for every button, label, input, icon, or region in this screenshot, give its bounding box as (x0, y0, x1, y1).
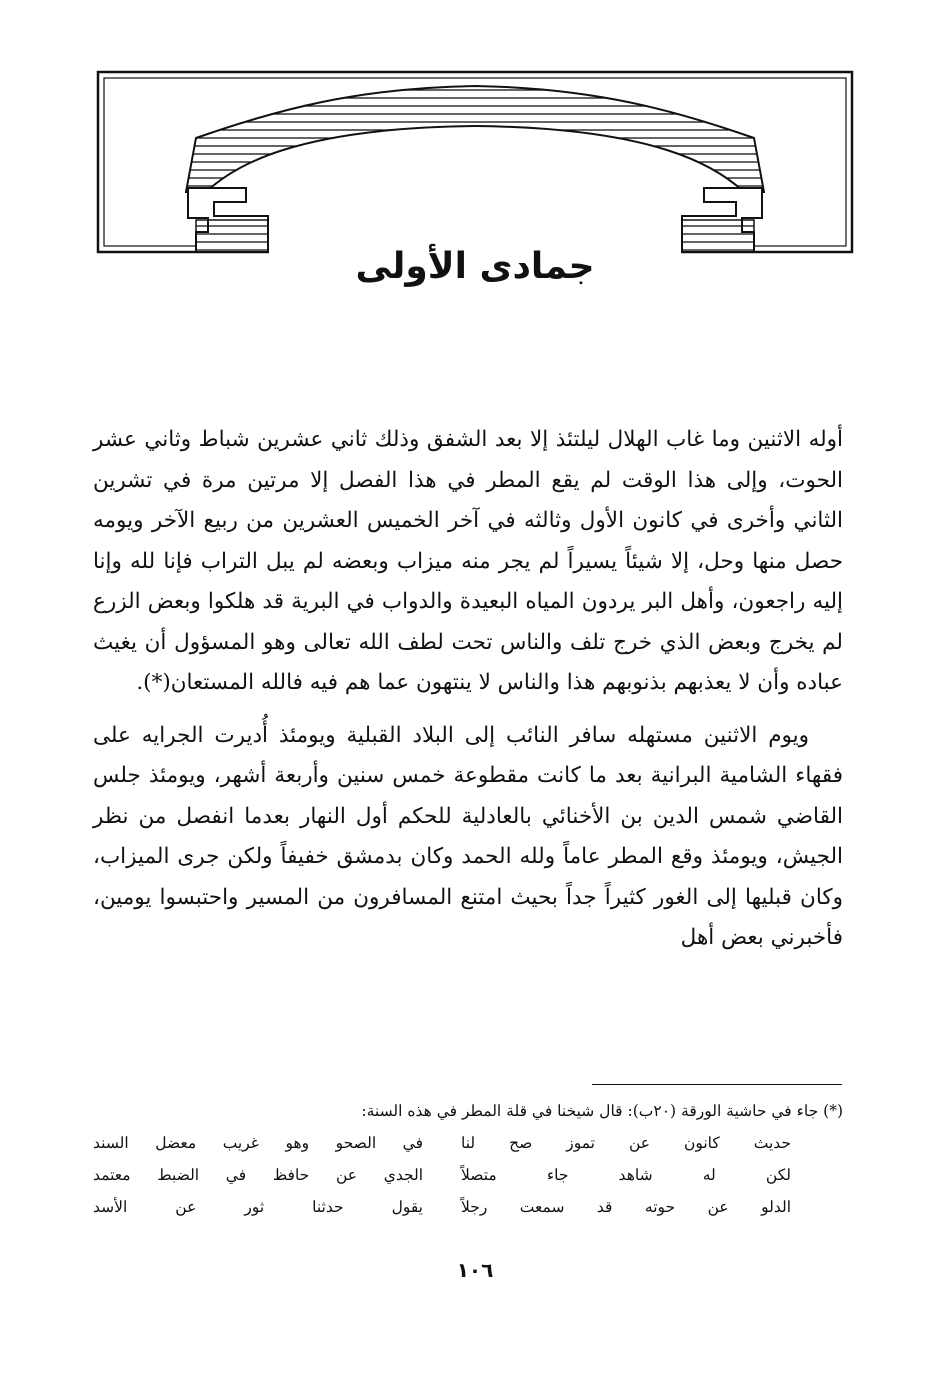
footnote-separator (592, 1084, 842, 1085)
verse-first-hemistich: حديث كانون عن تموز صح لنا (461, 1134, 791, 1152)
poem-verse (93, 1191, 843, 1223)
paragraph: أوله الاثنين وما غاب الهلال ليلتئذ إلا بعد الشفق وذلك ثاني عشرين شباط وثاني عشر الحوت، وإلى هذا الوقت لم يقع المطر في هذا الفصل إلا مرتين مرة في تشرين الثاني وأخرى في كانون الأول وثالثه في آخر الخميس العشرين من ربيع الآخر ويومه حصل منها وحل، إلا شيئاً يسيراً لم يجر منه ميزاب وبعضه لم يبل التراب فإنا لله وإنا إليه راجعون، وأهل البر يردون المياه البعيدة والدواب في البرية قد هلكوا وبعض الزرع لم يخرج وبعض الذي خرج تلف والناس تحت لطف الله تعالى وهو المسؤول أن يغيث عباده وأن لا يعذبهم بذنوبهم هذا والناس لا ينتهون عما هم فيه فالله المستعان(*). (93, 427, 843, 695)
poem-verse (93, 1127, 843, 1159)
main-text (93, 420, 843, 971)
footnote-intro: (*) جاء في حاشية الورقة (٢٠ب): قال شيخنا في قلة المطر في هذه السنة: (361, 1102, 843, 1120)
page-number: ١٠٦ (456, 1258, 494, 1282)
verse-second-hemistich: الجدي عن حافظ في الضبط معتمد (93, 1166, 423, 1184)
verse-second-hemistich: في الصحو وهو غريب معضل السند (93, 1134, 423, 1152)
poem-verse (93, 1159, 843, 1191)
poem (93, 1127, 843, 1223)
verse-first-hemistich: لكن له شاهد جاء متصلاً (461, 1166, 791, 1184)
verse-second-hemistich: يقول حدثنا ثور عن الأسد (93, 1198, 423, 1216)
chapter-ornament (96, 70, 854, 260)
verse-first-hemistich: الدلو عن حوته قد سمعت رجلاً (461, 1198, 791, 1216)
chapter-title: جمادى الأولى (355, 246, 595, 287)
footnote (93, 1095, 843, 1223)
paragraph: ويوم الاثنين مستهله سافر النائب إلى البلاد القبلية ويومئذ أُديرت الجرايه على فقهاء الشامية البرانية بعد ما كانت مقطوعة خمس سنين وأربعة أشهر، ويومئذ جلس القاضي شمس الدين بن الأخنائي بالعادلية للحكم أول النهار بعدما انفصل من نظر الجيش، ويومئذ وقع المطر عاماً ولله الحمد وكان بدمشق خفيفاً ولكن جرى الميزاب، وكان قبليها إلى الغور كثيراً جداً بحيث امتنع المسافرون من المسير واحتبسوا يومين، فأخبرني بعض أهل (93, 722, 843, 950)
